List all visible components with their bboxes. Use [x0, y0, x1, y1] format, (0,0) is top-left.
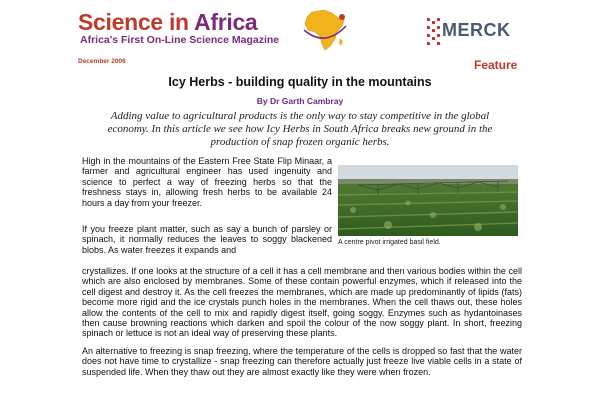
masthead-tagline: Africa's First On-Line Science Magazine [80, 34, 280, 46]
merck-mark-icon [426, 18, 442, 46]
merck-logo-text: MERCK [442, 20, 511, 40]
body-paragraph-2-rest: crystallizes. If one looks at the structure of a cell it has a cell membrane and then various bodies within the cell which are also enclosed by membranes. Some of these contain powerful enzymes, which if released into the cell digest and destroy it. As the cell freezes the membranes, which are made up predominantly of lipids (fats) become more rigid and the ice crystals punch holes in the membranes. When the cell thaws out, these holes allow the contents of the cell to mix and rapidly digest itself, going soggy. Enzymes such as hydantoinases then cause browning reactions which darken and spoil the colour of the now soggy plant. In short, freezing spinach or lettuce is not an ideal way of preserving these plants. [82, 266, 522, 339]
article-intro: Adding value to agricultural products is the only way to stay competitive in the global economy. In this article we see how Icy Herbs in South Africa breaks new ground in the production of snap frozen organic herbs. [107, 110, 493, 148]
masthead-title [78, 10, 257, 34]
body-paragraph-1: High in the mountains of the Eastern Free State Flip Minaar, a farmer and agricultural engineer has used ingenuity and science to perfect a way of freezing herbs so that the freshness stays in, allowing fresh herbs to be available 24 hours a day from your freezer. [82, 156, 332, 208]
issue-date: December 2006 [78, 58, 126, 65]
africa-continent-icon [302, 8, 348, 52]
photo-caption: A centre pivot irrigated basil field. [338, 239, 441, 246]
title-africa: Africa [194, 9, 258, 35]
article-headline: Icy Herbs - building quality in the mountains [168, 75, 432, 89]
section-label: Feature [474, 58, 518, 72]
article-byline: By Dr Garth Cambray [256, 96, 344, 106]
title-science: Science [78, 9, 163, 35]
body-paragraph-3: An alternative to freezing is snap freezing, where the temperature of the cells is dropped so fast that the water does not have time to crystallize - snap freezing can therefore actually just freeze live viable cells in a state of suspended life. When they thaw out they are almost exactly like they were when frozen. [82, 346, 522, 377]
body-paragraph-2-top: If you freeze plant matter, such as say a bunch of parsley or spinach, it normally reduces the leaves to soggy blackened blobs. As water freezes it expands and [82, 224, 332, 255]
title-in: in [162, 9, 195, 35]
basil-field-photo [338, 165, 518, 236]
